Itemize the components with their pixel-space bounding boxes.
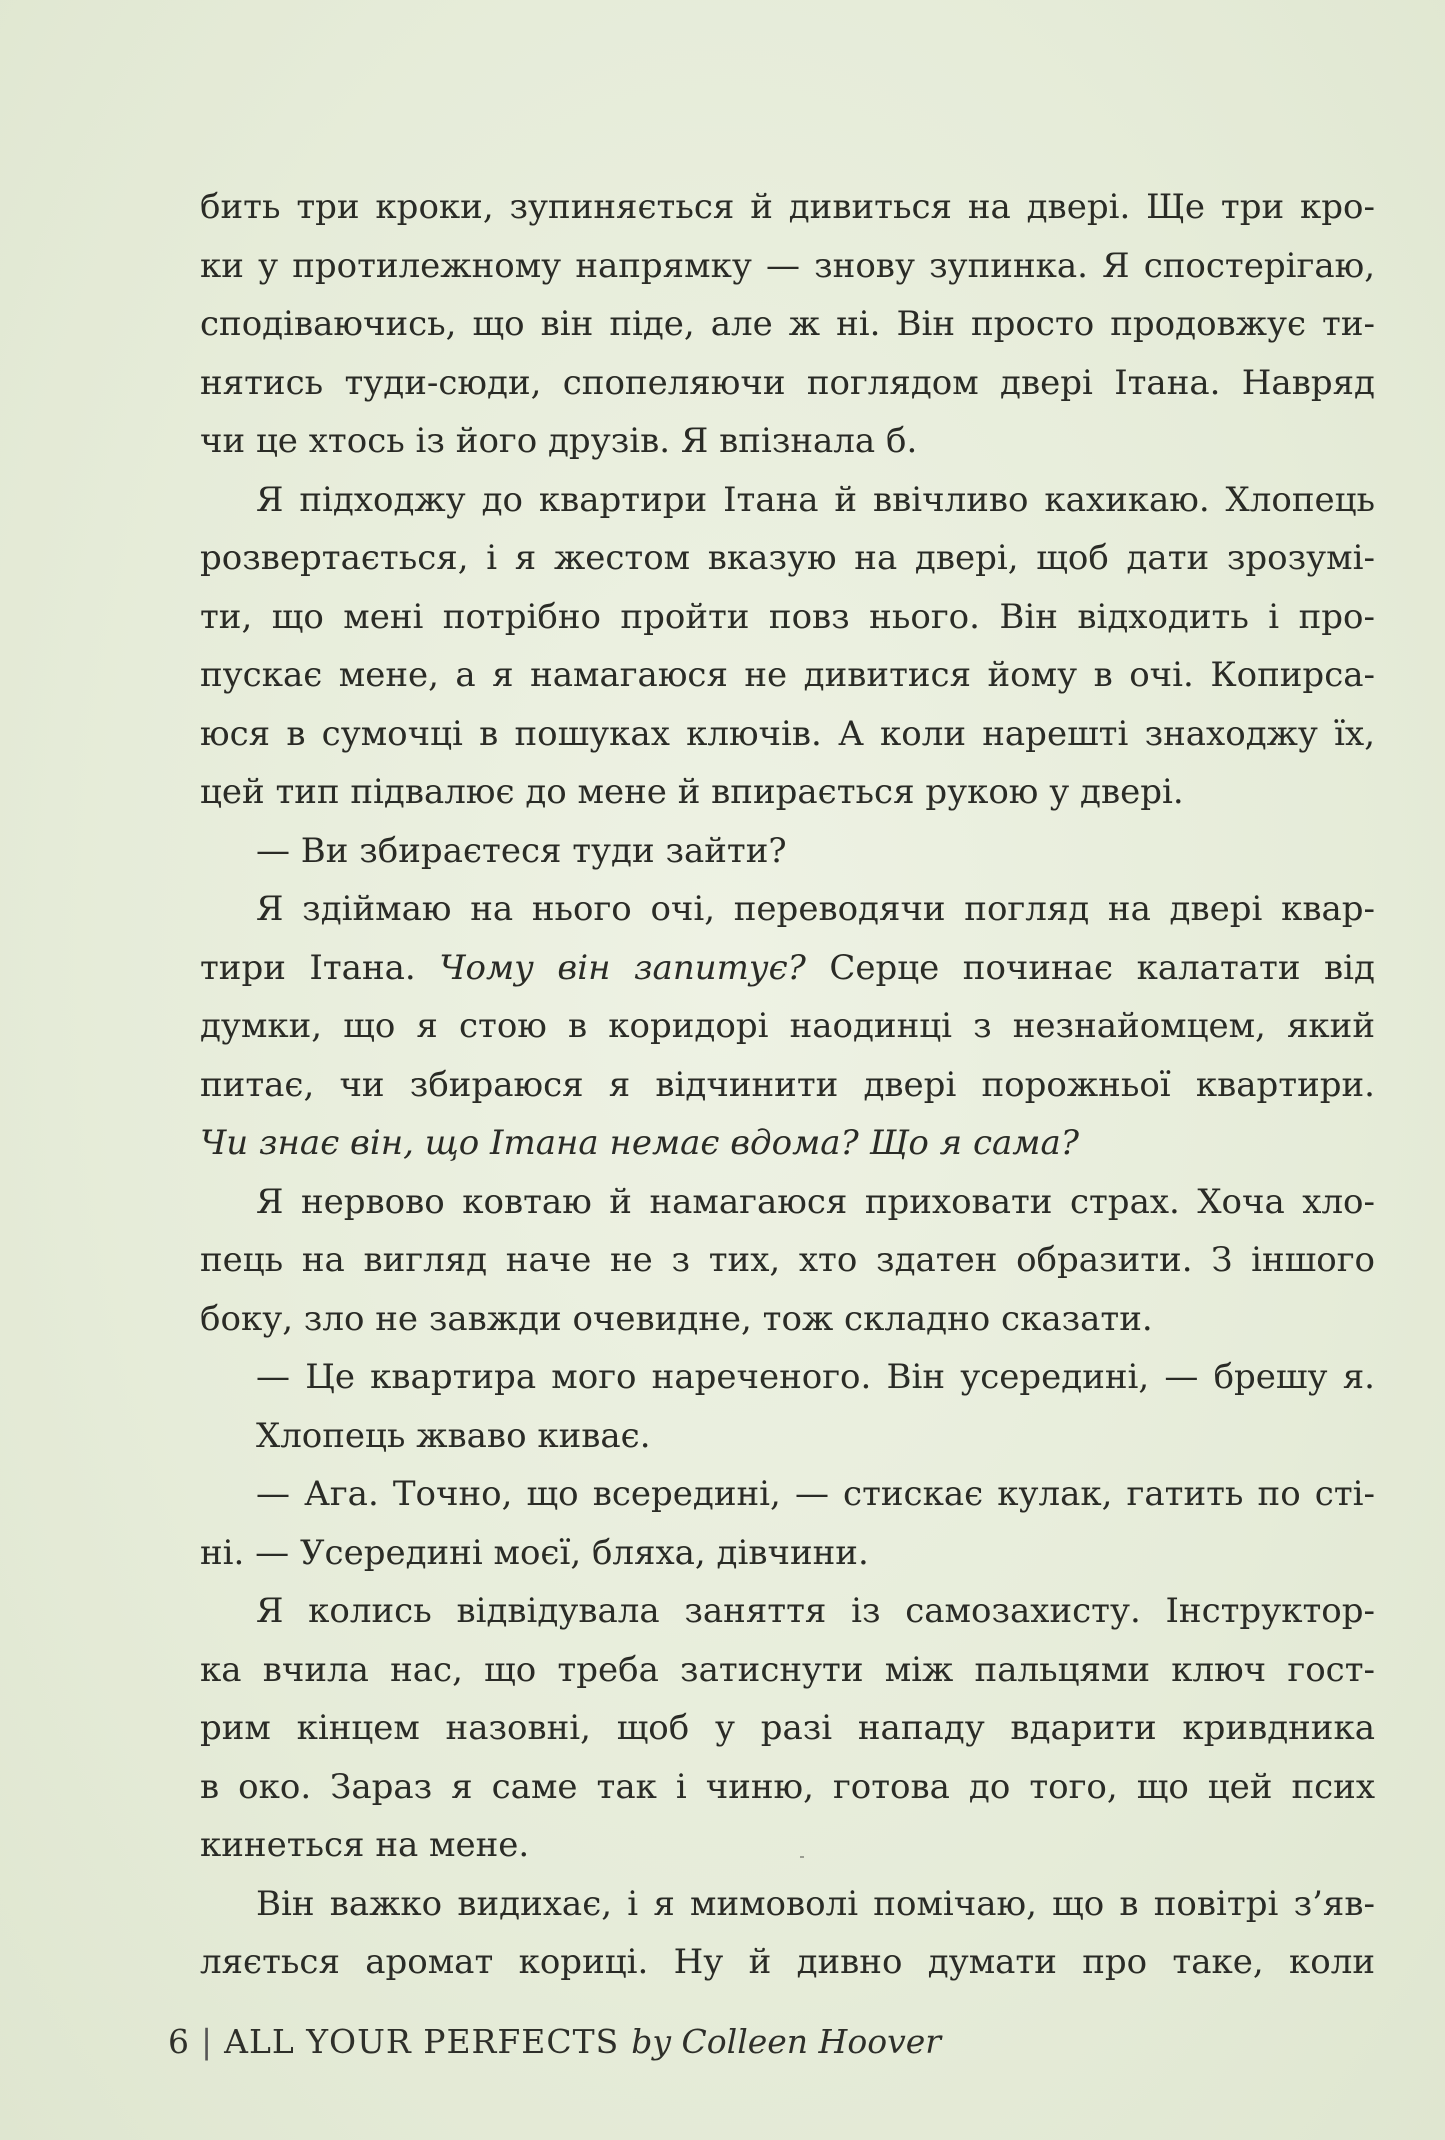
italic-text: Чому він запитує? bbox=[439, 947, 806, 988]
text-line: Я колись відвідувала заняття із самозахисту. Інструктор- bbox=[256, 1591, 1375, 1631]
text-line: питає, чи збираюся я відчинити двері порожньої квартири. bbox=[200, 1064, 1375, 1105]
text-line: ляється аромат кориці. Ну й дивно думати про таке, коли bbox=[200, 1942, 1375, 1982]
text-line: ки у протилежному напрямку — знову зупинка. Я спостерігаю, bbox=[200, 245, 1375, 286]
text-line: боку, зло не завжди очевидне, тож складно сказати. bbox=[200, 1298, 1153, 1339]
text-line: кинеться на мене. bbox=[200, 1825, 530, 1865]
text-line: Я підходжу до квартири Ітана й ввічливо кахикаю. Хлопець bbox=[256, 479, 1375, 520]
text-line: сподіваючись, що він піде, але ж ні. Він просто продовжує ти- bbox=[200, 304, 1375, 344]
text-line bbox=[200, 939, 1375, 998]
text-line: ка вчила нас, що треба затиснути між пальцями ключ гост- bbox=[200, 1649, 1375, 1690]
text-line: цей тип підвалює до мене й впирається рукою у двері. bbox=[200, 772, 1184, 812]
text-line: ні. — Усередині моєї, бляха, дівчини. bbox=[200, 1532, 869, 1573]
author-byline: by Colleen Hoover bbox=[631, 2022, 942, 2061]
text-line: — Ага. Точно, що всередині, — стискає кулак, гатить по сті- bbox=[256, 1474, 1375, 1514]
text-line: — Це квартира мого нареченого. Він усередині, — брешу я. bbox=[256, 1357, 1375, 1397]
page-footer bbox=[168, 2022, 941, 2061]
book-title: ALL YOUR PERFECTS bbox=[224, 2022, 620, 2061]
print-speck bbox=[800, 1856, 804, 1858]
text-line bbox=[200, 1114, 1375, 1173]
text-line: пускає мене, а я намагаюся не дивитися йому в очі. Копирса- bbox=[200, 655, 1375, 695]
text-line: бить три кроки, зупиняється й дивиться на двері. Ще три кро- bbox=[200, 187, 1375, 227]
text-line: юся в сумочці в пошуках ключів. А коли нарешті знаходжу їх, bbox=[200, 713, 1375, 754]
text-segment: тири Ітана. bbox=[200, 947, 440, 988]
text-line: ти, що мені потрібно пройти повз нього. Він відходить і про- bbox=[200, 596, 1375, 637]
text-line: в око. Зараз я саме так і чиню, готова до того, що цей псих bbox=[200, 1766, 1375, 1807]
text-line: рим кінцем назовні, щоб у разі нападу вдарити кривдника bbox=[200, 1708, 1375, 1748]
text-line: — Ви збираєтеся туди зайти? bbox=[256, 830, 787, 871]
text-line: нятись туди-сюди, спопеляючи поглядом двері Ітана. Навряд bbox=[200, 362, 1375, 403]
italic-text: Чи знає він, що Ітана немає вдома? Що я сама? bbox=[200, 1123, 1079, 1163]
text-line: Я здіймаю на нього очі, переводячи погляд на двері квар- bbox=[256, 889, 1375, 929]
footer-separator: | bbox=[201, 2022, 213, 2061]
text-line: пець на вигляд наче не з тих, хто здатен образити. З іншого bbox=[200, 1240, 1375, 1280]
page-number: 6 bbox=[168, 2022, 189, 2061]
text-line: Він важко видихає, і я мимоволі помічаю, що в повітрі з’яв- bbox=[256, 1883, 1375, 1924]
text-segment: Серце починає калатати від bbox=[805, 947, 1375, 988]
body-text bbox=[200, 178, 1375, 1992]
text-line: чи це хтось із його друзів. Я впізнала б. bbox=[200, 421, 918, 461]
text-line: розвертається, і я жестом вказую на двері, щоб дати зрозумі- bbox=[200, 538, 1375, 578]
text-line: Хлопець жваво киває. bbox=[256, 1415, 651, 1456]
text-line: думки, що я стою в коридорі наодинці з незнайомцем, який bbox=[200, 1006, 1375, 1046]
text-line: Я нервово ковтаю й намагаюся приховати страх. Хоча хло- bbox=[256, 1181, 1375, 1222]
